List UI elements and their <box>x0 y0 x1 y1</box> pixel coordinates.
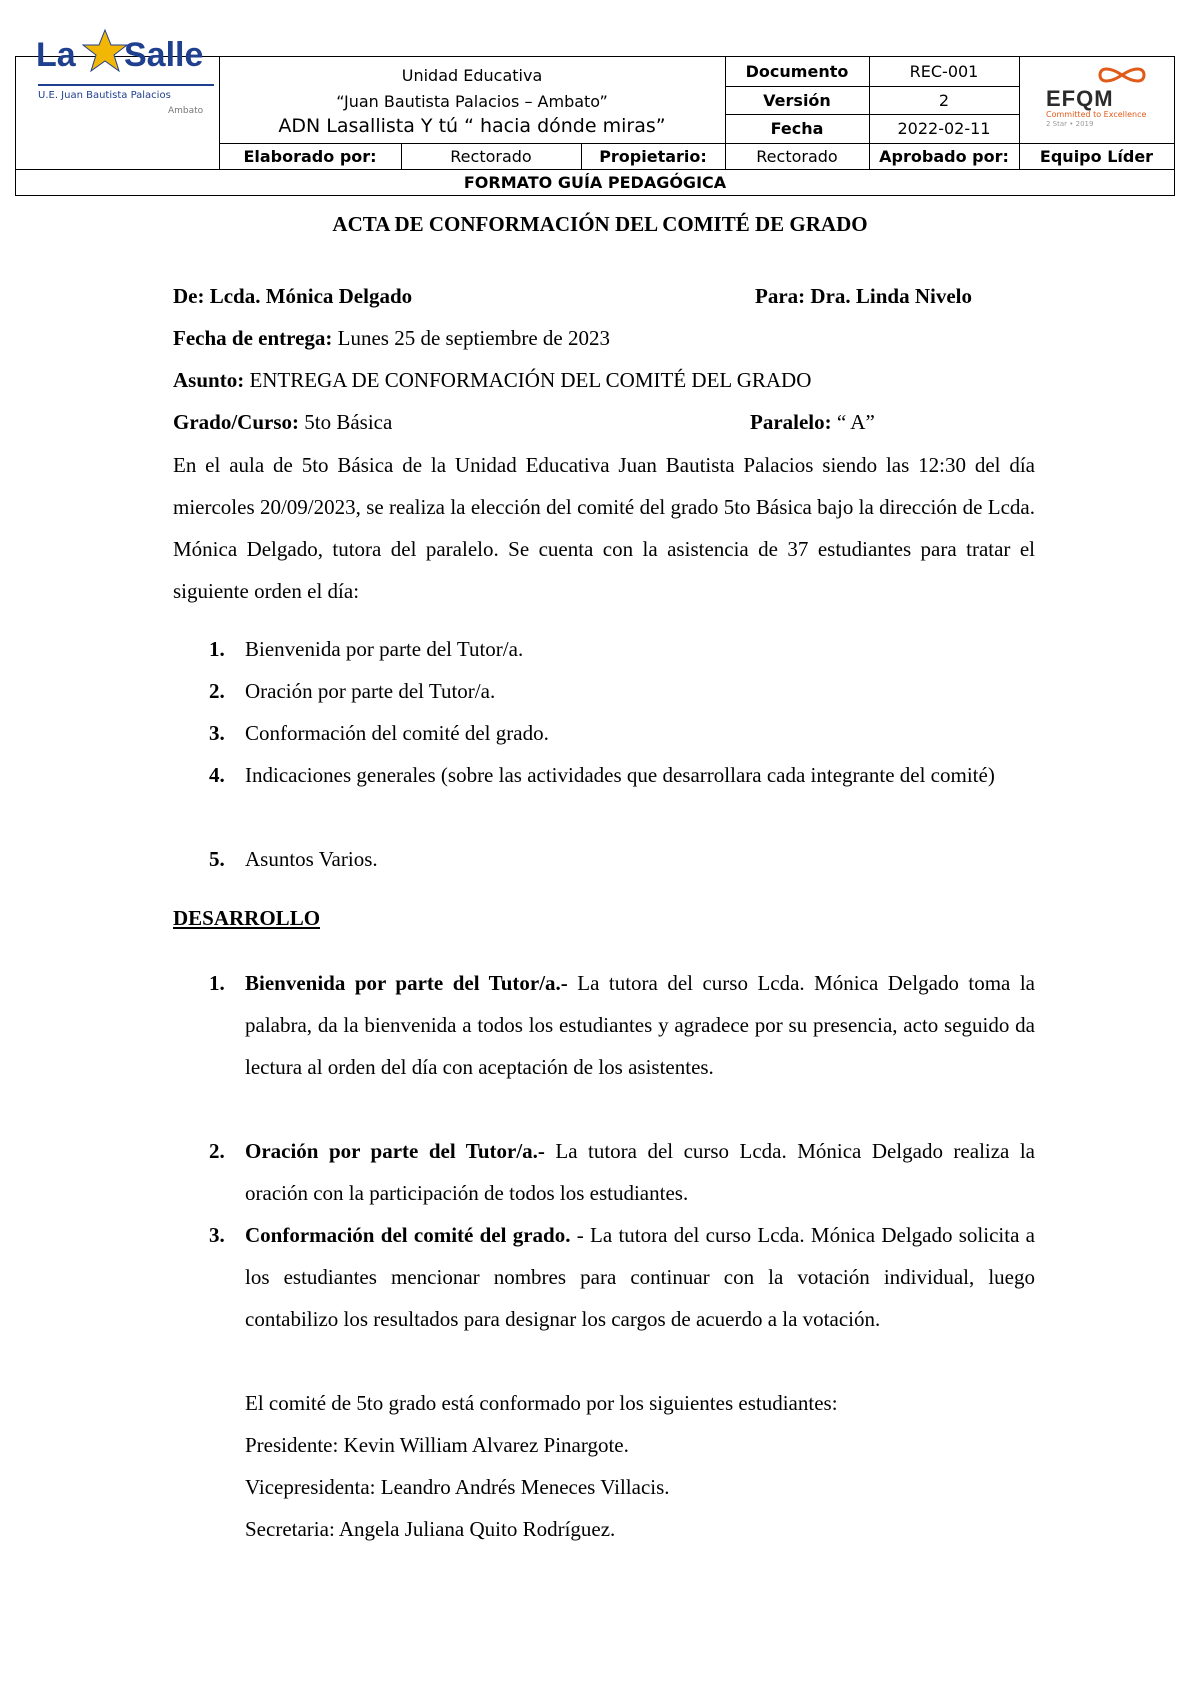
institution-line-1: Unidad Educativa <box>401 65 543 85</box>
parallel-label: Paralelo: <box>750 410 832 434</box>
logo-text-salle: Salle <box>124 36 204 74</box>
agenda-text: Bienvenida por parte del Tutor/a. <box>245 637 524 661</box>
agenda-item <box>209 754 1035 796</box>
agenda-item <box>209 628 1035 670</box>
development-number: 3. <box>209 1223 225 1247</box>
subject-line <box>173 368 811 393</box>
institution-line-2: “Juan Bautista Palacios – Ambato” <box>336 91 608 111</box>
development-number: 2. <box>209 1139 225 1163</box>
development-title: Conformación del comité del grado. <box>245 1223 571 1247</box>
development-item <box>209 962 1035 1088</box>
elaborado-value: Rectorado <box>450 146 532 166</box>
from-value: Lcda. Mónica Delgado <box>209 284 413 308</box>
efqm-stars: 2 Star • 2019 <box>1046 120 1094 128</box>
to-value: Dra. Linda Nivelo <box>810 284 972 308</box>
development-body: - La tutora del curso Lcda. Mónica Delgado solicita a los estudiantes mencionar nombres para continuar con la votación individual, luego contabilizo los resultados para designar los cargos de acuerdo a la votación. <box>245 1223 1036 1331</box>
aprobado-label: Aprobado por: <box>879 146 1009 166</box>
grade-value: 5to Básica <box>304 410 393 434</box>
agenda-number: 5. <box>209 847 225 871</box>
development-text <box>245 1130 1035 1214</box>
agenda-text: Indicaciones generales (sobre las actividades que desarrollara cada integrante del comité) <box>245 763 995 787</box>
la-salle-logo <box>18 10 208 140</box>
subject-value: ENTREGA DE CONFORMACIÓN DEL COMITÉ DEL GRADO <box>249 368 812 392</box>
propietario-label: Propietario: <box>599 146 707 166</box>
agenda-text: Oración por parte del Tutor/a. <box>245 679 496 703</box>
agenda-item <box>209 838 1035 880</box>
from-label: De: <box>173 284 205 308</box>
development-title: Bienvenida por parte del Tutor/a.- <box>245 971 568 995</box>
development-number: 1. <box>209 971 225 995</box>
agenda-text: Conformación del comité del grado. <box>245 721 549 745</box>
parallel-line <box>750 410 875 435</box>
logo-text-la: La <box>36 36 76 74</box>
development-text <box>245 1214 1035 1340</box>
intro-paragraph: En el aula de 5to Básica de la Unidad Educativa Juan Bautista Palacios siendo las 12:30 del día miercoles 20/09/2023, se realiza la elección del comité del grado 5to Básica bajo la dirección de Lcda. Mónica Delgado, tutora del paralelo. Se cuenta con la asistencia de 37 estudiantes para tratar el siguiente orden el día: <box>173 453 1035 603</box>
agenda-number: 3. <box>209 721 225 745</box>
efqm-logo <box>1018 64 1168 144</box>
efqm-text: EFQM <box>1046 86 1114 111</box>
committee-intro: El comité de 5to grado está conformado por los siguientes estudiantes: <box>245 1391 838 1415</box>
delivery-value: Lunes 25 de septiembre de 2023 <box>337 326 610 350</box>
elaborado-label: Elaborado por: <box>243 146 377 166</box>
agenda-number: 1. <box>209 637 225 661</box>
development-heading: DESARROLLO <box>173 906 321 930</box>
development-item <box>209 1214 1035 1340</box>
delivery-label: Fecha de entrega: <box>173 326 333 350</box>
doc-value: REC-001 <box>909 62 979 81</box>
committee-secretary: Secretaria: Angela Juliana Quito Rodríguez. <box>245 1517 616 1541</box>
agenda-item <box>209 712 1035 754</box>
logo-subtitle: U.E. Juan Bautista Palacios <box>38 90 171 101</box>
development-body: La tutora del curso Lcda. Mónica Delgado realiza la oración con la participación de todos los estudiantes. <box>245 1139 1035 1205</box>
institution-line-3: ADN Lasallista Y tú “ hacia dónde miras” <box>278 115 666 137</box>
to-line <box>755 284 972 309</box>
date-value: 2022-02-11 <box>897 119 991 138</box>
grade-line <box>173 410 392 435</box>
grade-label: Grado/Curso: <box>173 410 299 434</box>
efqm-tagline: Committed to Excellence <box>1046 110 1147 119</box>
version-label: Versión <box>763 90 831 110</box>
propietario-value: Rectorado <box>756 146 838 166</box>
star-icon <box>82 28 128 74</box>
agenda-number: 2. <box>209 679 225 703</box>
version-value: 2 <box>938 90 950 110</box>
format-title: FORMATO GUÍA PEDAGÓGICA <box>463 172 727 192</box>
committee-president: Presidente: Kevin William Alvarez Pinargote. <box>245 1433 629 1457</box>
logo-city: Ambato <box>168 106 204 116</box>
document-title: ACTA DE CONFORMACIÓN DEL COMITÉ DE GRADO <box>332 212 868 236</box>
agenda-number: 4. <box>209 763 225 787</box>
from-line <box>173 284 412 309</box>
doc-label: Documento <box>745 62 849 81</box>
development-title: Oración por parte del Tutor/a.- <box>245 1139 545 1163</box>
development-item <box>209 1130 1035 1214</box>
agenda-text: Asuntos Varios. <box>245 847 378 871</box>
delivery-line <box>173 326 610 351</box>
development-body: La tutora del curso Lcda. Mónica Delgado toma la palabra, da la bienvenida a todos los estudiantes y agradece por su presencia, acto seguido da lectura al orden del día con aceptación de los asistentes. <box>245 971 1035 1079</box>
date-label: Fecha <box>770 119 824 138</box>
parallel-value: “ A” <box>836 410 875 434</box>
agenda-item <box>209 670 1035 712</box>
infinity-icon <box>1096 64 1148 86</box>
to-label: Para: <box>755 284 806 308</box>
logo-underline <box>38 84 214 86</box>
development-text <box>245 962 1035 1088</box>
aprobado-value: Equipo Líder <box>1039 146 1154 166</box>
subject-label: Asunto: <box>173 368 245 392</box>
committee-vice-president: Vicepresidenta: Leandro Andrés Meneces Villacis. <box>245 1475 670 1499</box>
